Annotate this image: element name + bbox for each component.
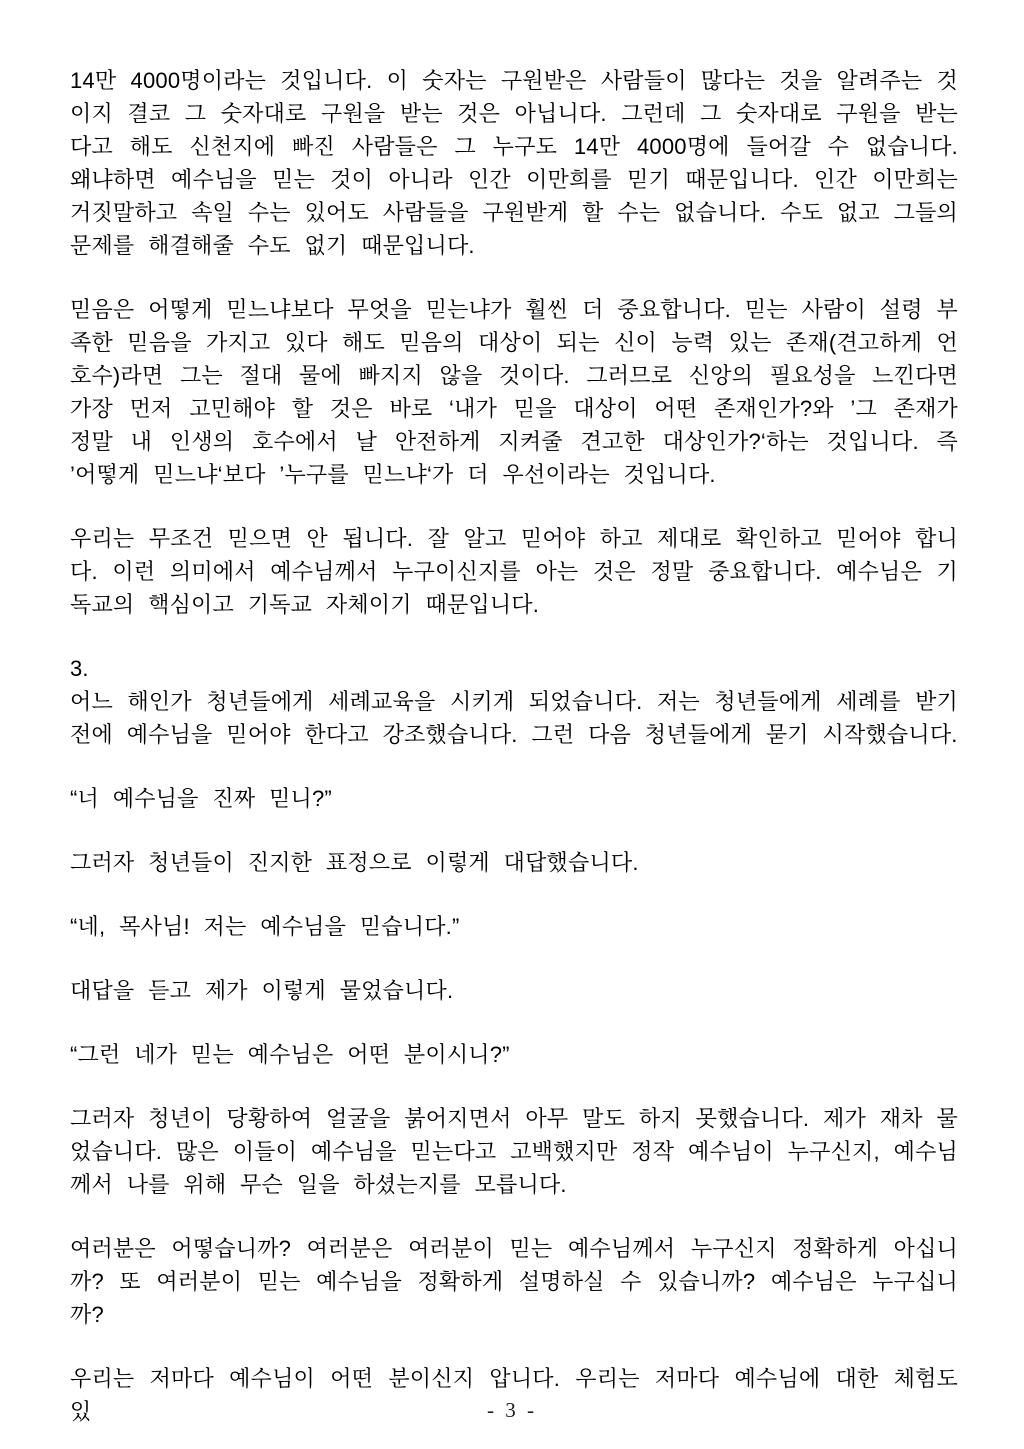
page-number: - 3 - [487,1398,537,1422]
body-paragraph: 대답을 듣고 제가 이렇게 물었습니다. [70,978,454,1003]
body-paragraph: 여러분은 어떻습니까? 여러분은 여러분이 믿는 예수님께서 누구신지 정확하게 아십니까? 또 여러분이 믿는 예수님을 정확하게 설명하실 수 있습니까? 예수님은 누구십니까? [70,1236,958,1327]
body-paragraph: 그러자 청년들이 진지한 표정으로 이렇게 대답했습니다. [70,850,639,875]
body-paragraph: 그러자 청년이 당황하여 얼굴을 붉어지면서 아무 말도 하지 못했습니다. 제가 재차 물었습니다. 많은 이들이 예수님을 믿는다고 고백했지만 정작 예수님이 누구신지, 예수님께서 나를 위해 무슨 일을 하셨는지를 모릅니다. [70,1106,958,1197]
body-paragraph: 14만 4000명이라는 것입니다. 이 숫자는 구원받은 사람들이 많다는 것을 알려주는 것이지 결코 그 숫자대로 구원을 받는 것은 아닙니다. 그런데 그 숫자대로 구원을 받는다고 해도 신천지에 빠진 사람들은 그 누구도 14만 4000명에 들어갈 수 없습니다. 왜냐하면 예수님을 믿는 것이 아니라 인간 이만희를 믿기 때문입니다. 인간 이만희는 거짓말하고 속일 수는 있어도 사람들을 구원받게 할 수는 없습니다. 수도 없고 그들의 문제를 해결해줄 수도 없기 때문입니다. [70,68,958,258]
body-paragraph: 우리는 저마다 예수님이 어떤 분이신지 압니다. 우리는 저마다 예수님에 대한 체험도 있 [70,1366,958,1424]
dialogue-line: “그런 네가 믿는 예수님은 어떤 분이시니?” [70,1042,510,1067]
body-paragraph: 어느 해인가 청년들에게 세례교육을 시키게 되었습니다. 저는 청년들에게 세례를 받기 전에 예수님을 믿어야 한다고 강조했습니다. 그런 다음 청년들에게 묻기 시작했습니다. [70,689,958,747]
body-paragraph: 믿음은 어떻게 믿느냐보다 무엇을 믿는냐가 훨씬 더 중요합니다. 믿는 사람이 설령 부족한 믿음을 가지고 있다 해도 믿음의 대상이 되는 신이 능력 있는 존재(견고하게 언 호수)라면 그는 절대 물에 빠지지 않을 것이다. 그러므로 신앙의 필요성을 느낀다면 가장 먼저 고민해야 할 것은 바로 ‘내가 믿을 대상이 어떤 존재인가?와 ’그 존재가 정말 내 인생의 호수에서 날 안전하게 지켜줄 견고한 대상인가?‘하는 것입니다. 즉 ’어떻게 믿느냐‘보다 ’누구를 믿느냐‘가 더 우선이라는 것입니다. [70,297,958,487]
body-paragraph: 우리는 무조건 믿으면 안 됩니다. 잘 알고 믿어야 하고 제대로 확인하고 믿어야 합니다. 이런 의미에서 예수님께서 누구이신지를 아는 것은 정말 중요합니다. 예수님은 기독교의 핵심이고 기독교 자체이기 때문입니다. [70,526,958,617]
dialogue-line: “너 예수님을 진짜 믿니?” [70,786,332,811]
text-body [70,64,958,1428]
dialogue-line: “네, 목사님! 저는 예수님을 믿습니다.” [70,914,460,939]
section-number: 3. [70,656,89,681]
